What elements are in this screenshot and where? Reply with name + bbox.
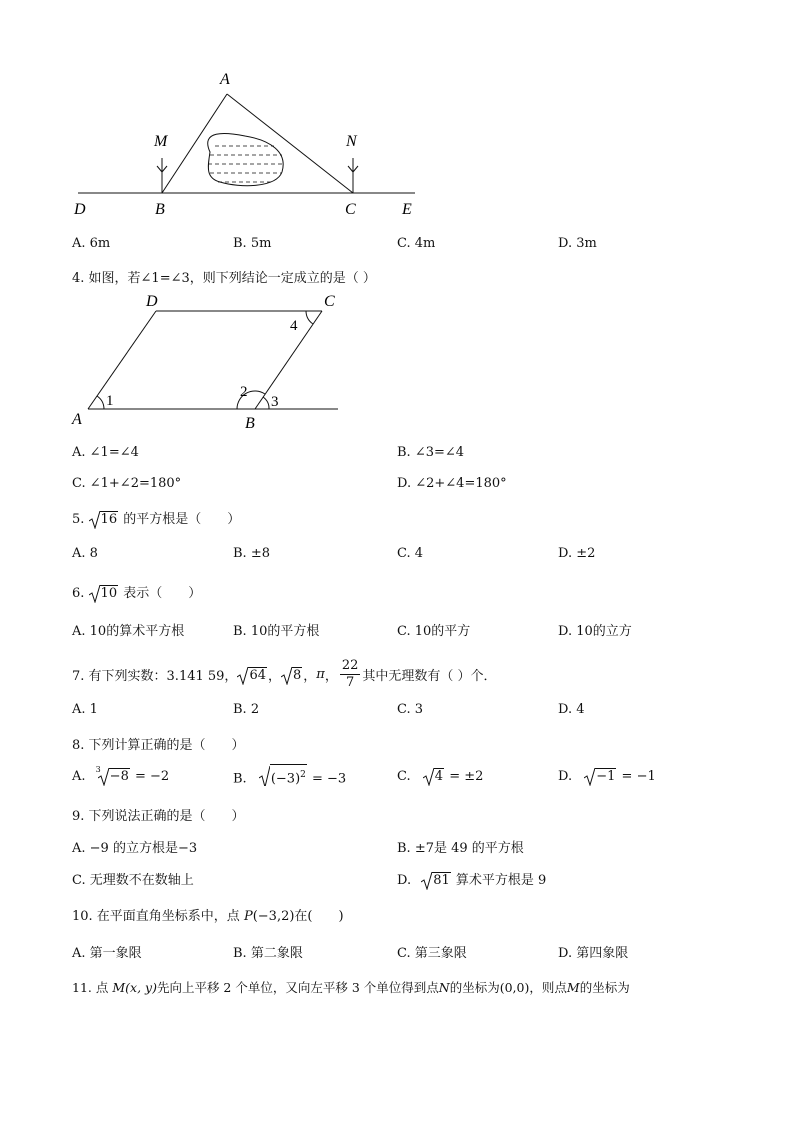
q7-radicand-64: 64 xyxy=(249,667,266,683)
q11-coord-m: (x, y) xyxy=(125,980,157,995)
figure-triangle-pond xyxy=(60,60,430,225)
side-ad xyxy=(88,311,156,409)
pole-m-tip xyxy=(157,166,162,172)
q8-option-a[interactable] xyxy=(72,765,170,784)
q8-c-radical xyxy=(423,768,444,784)
label-angle-4: 4 xyxy=(290,318,298,334)
q8-option-d[interactable] xyxy=(558,768,656,784)
q4-option-a[interactable]: A. ∠1=∠4 xyxy=(72,445,139,460)
q7-option-c[interactable]: C. 3 xyxy=(397,702,424,717)
q11-p3: 的坐标为 xyxy=(449,980,500,995)
q7-option-d[interactable]: D. 4 xyxy=(558,702,585,717)
pole-n-tip2 xyxy=(353,166,358,172)
q7-pi: π xyxy=(316,667,325,682)
arc-angle-1 xyxy=(97,396,104,409)
q4-option-c[interactable]: C. ∠1+∠2=180° xyxy=(72,476,182,491)
q11-origin: (0,0) xyxy=(499,980,530,995)
q8-a-rhs: = −2 xyxy=(134,769,170,784)
radical-sign-icon xyxy=(98,768,109,786)
q6-option-a[interactable]: A. 10的算术平方根 xyxy=(72,624,185,639)
q10-option-a[interactable]: A. 第一象限 xyxy=(72,946,142,961)
q3-option-a[interactable]: A. 6m xyxy=(72,236,111,251)
q8-b-radicand-wrap xyxy=(270,764,307,789)
side-cb xyxy=(255,311,322,409)
label-e: E xyxy=(402,201,412,218)
q6-option-d[interactable]: D. 10的立方 xyxy=(558,624,632,639)
q3-option-c[interactable]: C. 4m xyxy=(397,236,436,251)
q8-b-exponent: 2 xyxy=(300,770,306,780)
q7-suffix: 其中无理数有（ ）个． xyxy=(362,669,497,684)
arc-angle-4 xyxy=(306,311,313,324)
q5-option-a[interactable]: A. 8 xyxy=(72,546,98,561)
q9-d-radicand: 81 xyxy=(433,873,450,888)
q11-p5: 的坐标为 xyxy=(579,980,630,995)
q3-option-b[interactable]: B. 5m xyxy=(233,236,272,251)
radical-sign-icon xyxy=(89,511,100,529)
q10-prefix: 10. 在平面直角坐标系中，点 xyxy=(72,909,244,924)
label-a2: A xyxy=(72,411,82,428)
q7-option-b[interactable]: B. 2 xyxy=(233,702,260,717)
q9-d-text: 算术平方根是 9 xyxy=(455,873,547,888)
q10-stem xyxy=(72,905,344,924)
q6-option-c[interactable]: C. 10的平方 xyxy=(397,624,471,639)
q9-option-d[interactable] xyxy=(397,869,546,888)
q4-stem: 4. 如图，若∠1=∠3，则下列结论一定成立的是（ ） xyxy=(72,271,376,286)
q7-sep-3: ， xyxy=(324,669,338,684)
q9-option-a[interactable]: A. −9 的立方根是−3 xyxy=(72,841,198,856)
q8-c-label: C. xyxy=(397,769,411,784)
q10-suffix: 在( ) xyxy=(294,909,344,924)
q5-stem xyxy=(72,508,240,527)
label-angle-3: 3 xyxy=(271,394,279,410)
label-angle-2: 2 xyxy=(240,384,248,400)
side-ab xyxy=(162,94,227,193)
q5-option-d[interactable]: D. ±2 xyxy=(558,546,596,561)
pole-m-tip2 xyxy=(162,166,167,172)
q7-denominator: 7 xyxy=(345,675,355,690)
q8-c-rhs: = ±2 xyxy=(449,769,484,784)
q8-b-rhs: = −3 xyxy=(312,771,347,787)
q8-a-cube-root xyxy=(95,765,135,784)
q9-d-label: D. xyxy=(397,873,412,888)
q4-option-b[interactable]: B. ∠3=∠4 xyxy=(397,445,465,460)
label-d2: D xyxy=(146,293,158,310)
q6-radical xyxy=(89,585,119,601)
q7-radicand-8: 8 xyxy=(293,667,302,683)
q8-option-b[interactable] xyxy=(233,764,346,789)
q9-option-c[interactable]: C. 无理数不在数轴上 xyxy=(72,873,194,888)
q5-radicand: 16 xyxy=(100,512,118,527)
radical-sign-icon xyxy=(259,764,270,786)
q8-b-radical xyxy=(259,764,307,789)
q7-prefix: 7. 有下列实数：3.141 59， xyxy=(72,669,238,684)
label-d: D xyxy=(74,201,86,218)
q8-d-radicand: −1 xyxy=(596,769,616,784)
pole-n-tip xyxy=(348,166,353,172)
q8-c-radicand: 4 xyxy=(434,769,444,784)
q8-b-label: B. xyxy=(233,771,247,787)
radical-sign-icon xyxy=(421,872,432,890)
q8-d-label: D. xyxy=(558,769,573,784)
radical-sign-icon xyxy=(281,667,292,685)
q8-a-index: 3 xyxy=(95,765,101,774)
q11-point-m2: M xyxy=(566,980,580,995)
radical-sign-icon xyxy=(423,768,434,786)
q7-radical-8 xyxy=(281,667,302,683)
q7-option-a[interactable]: A. 1 xyxy=(72,702,98,717)
q6-text: 表示（ ） xyxy=(123,586,202,601)
q10-option-c[interactable]: C. 第三象限 xyxy=(397,946,467,961)
q11-point-n: N xyxy=(438,980,450,995)
q5-option-b[interactable]: B. ±8 xyxy=(233,546,270,561)
label-c: C xyxy=(345,201,356,218)
label-m: M xyxy=(154,133,168,150)
radical-sign-icon xyxy=(237,667,248,685)
q6-stem xyxy=(72,582,201,601)
q11-p4: ，则点 xyxy=(529,980,567,995)
q7-fraction xyxy=(340,658,361,691)
pond-hatching xyxy=(208,146,284,182)
q11-p1: 11. 点 xyxy=(72,980,113,995)
q5-text: 的平方根是（ ） xyxy=(123,512,241,527)
q7-radical-64 xyxy=(237,667,267,683)
q10-option-d[interactable]: D. 第四象限 xyxy=(558,946,629,961)
q9-stem: 9. 下列说法正确的是（ ） xyxy=(72,809,245,824)
q10-point: P xyxy=(243,909,253,924)
radical-sign-icon xyxy=(89,585,100,603)
q10-coord: (−3,2) xyxy=(252,909,295,924)
q6-radicand: 10 xyxy=(100,586,118,601)
figure-parallelogram xyxy=(60,288,360,436)
q8-a-radicand: −8 xyxy=(109,769,129,784)
label-n: N xyxy=(346,133,357,150)
q7-sep-1: ， xyxy=(267,669,281,684)
label-b2: B xyxy=(245,415,255,432)
side-ac xyxy=(227,94,353,193)
pond-shape xyxy=(208,133,283,185)
q7-numerator: 22 xyxy=(341,658,359,673)
q8-b-radicand: (−3) xyxy=(270,771,301,787)
q8-stem: 8. 下列计算正确的是（ ） xyxy=(72,738,245,753)
q8-option-c[interactable] xyxy=(397,768,483,784)
q8-d-radical xyxy=(584,768,616,784)
label-b: B xyxy=(155,201,165,218)
q7-stem xyxy=(72,658,497,691)
q5-radical xyxy=(89,511,119,527)
q5-option-c[interactable]: C. 4 xyxy=(397,546,424,561)
label-a: A xyxy=(220,71,230,88)
q3-option-d[interactable]: D. 3m xyxy=(558,236,597,251)
q11-stem xyxy=(72,978,630,996)
q8-a-label: A. xyxy=(72,769,86,784)
q10-option-b[interactable]: B. 第二象限 xyxy=(233,946,303,961)
q8-d-rhs: = −1 xyxy=(621,769,656,784)
q6-number: 6. xyxy=(72,586,85,601)
radical-sign-icon xyxy=(584,768,595,786)
q11-point-m: M xyxy=(112,980,126,995)
q7-sep-2: ， xyxy=(303,669,317,684)
q11-p2: 先向上平移 2 个单位，又向左平移 3 个单位得到点 xyxy=(156,980,439,995)
q5-number: 5. xyxy=(72,512,85,527)
q9-d-radical xyxy=(421,872,451,888)
q6-option-b[interactable]: B. 10的平方根 xyxy=(233,624,320,639)
label-c2: C xyxy=(324,293,335,310)
label-angle-1: 1 xyxy=(106,393,114,409)
q9-option-b[interactable]: B. ±7是 49 的平方根 xyxy=(397,841,524,856)
arc-angle-3 xyxy=(263,397,269,409)
q4-option-d[interactable]: D. ∠2+∠4=180° xyxy=(397,476,507,491)
